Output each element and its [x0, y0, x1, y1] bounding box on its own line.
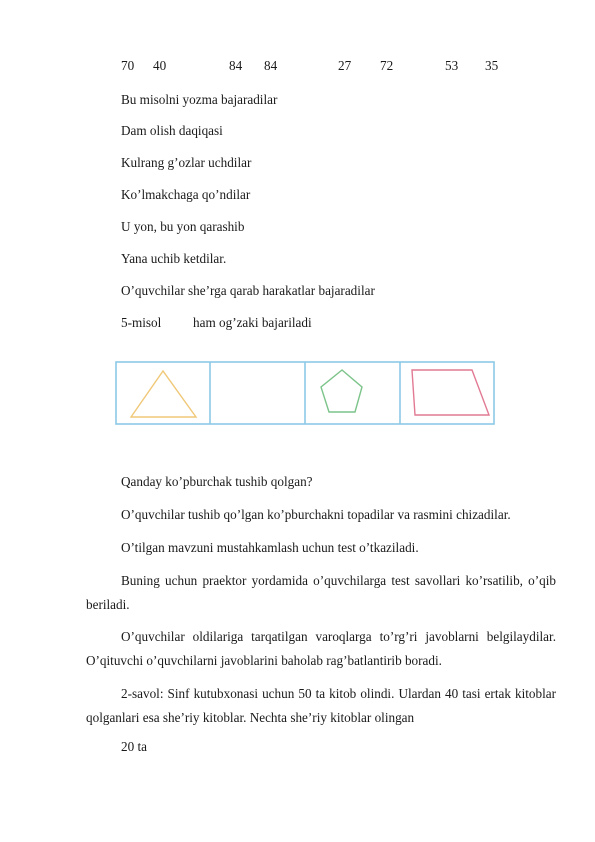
question-line: Qanday ko’pburchak tushib qolgan? — [121, 474, 313, 489]
text-line: Ko’lmakchaga qo’ndilar — [121, 187, 251, 202]
number-cell: 84 — [264, 58, 278, 73]
text-line: 5-misol — [121, 315, 162, 330]
number-cell: 35 — [485, 58, 499, 73]
number-cell: 27 — [338, 58, 352, 73]
text-line: Bu misolni yozma bajaradilar — [121, 92, 278, 107]
text-line: O’quvchilar she’rga qarab harakatlar bajaradilar — [121, 283, 375, 298]
paragraph: O’quvchilar oldilariga tarqatilgan varoqlarga to’rg’ri javoblarni belgilaydilar. O’qituvchi o’quvchilarni javoblarini baholab rag’batlantirib boradi. — [86, 629, 556, 668]
pentagon-shape — [321, 370, 362, 412]
paragraph: Buning uchun praektor yordamida o’quvchilarga test savollari ko’rsatilib, o’qib beriladi. — [86, 573, 556, 612]
text-line: O’tilgan mavzuni mustahkamlash uchun test o’tkaziladi. — [121, 540, 419, 555]
triangle-shape — [131, 371, 196, 417]
number-cell: 40 — [153, 58, 167, 73]
text-line: Kulrang g’ozlar uchdilar — [121, 155, 252, 170]
number-cell: 53 — [445, 58, 459, 73]
text-line: U yon, bu yon qarashib — [121, 219, 245, 234]
paragraph: 2-savol: Sinf kutubxonasi uchun 50 ta kitob olindi. Ulardan 40 tasi ertak kitoblar qolganlari esa she’riy kitoblar. Nechta she’riy kitoblar olingan — [86, 686, 556, 725]
text-line: Dam olish daqiqasi — [121, 123, 223, 138]
answer-line: 20 ta — [121, 739, 148, 754]
number-cell: 70 — [121, 58, 135, 73]
polygon-strip-figure — [115, 361, 495, 425]
number-cell: 72 — [380, 58, 394, 73]
text-line: ham og’zaki bajariladi — [193, 315, 312, 330]
trapezoid-shape — [412, 370, 489, 415]
text-line: Yana uchib ketdilar. — [121, 251, 227, 266]
text-line: O’quvchilar tushib qo’lgan ko’pburchakni topadilar va rasmini chizadilar. — [121, 507, 511, 522]
number-cell: 84 — [229, 58, 243, 73]
